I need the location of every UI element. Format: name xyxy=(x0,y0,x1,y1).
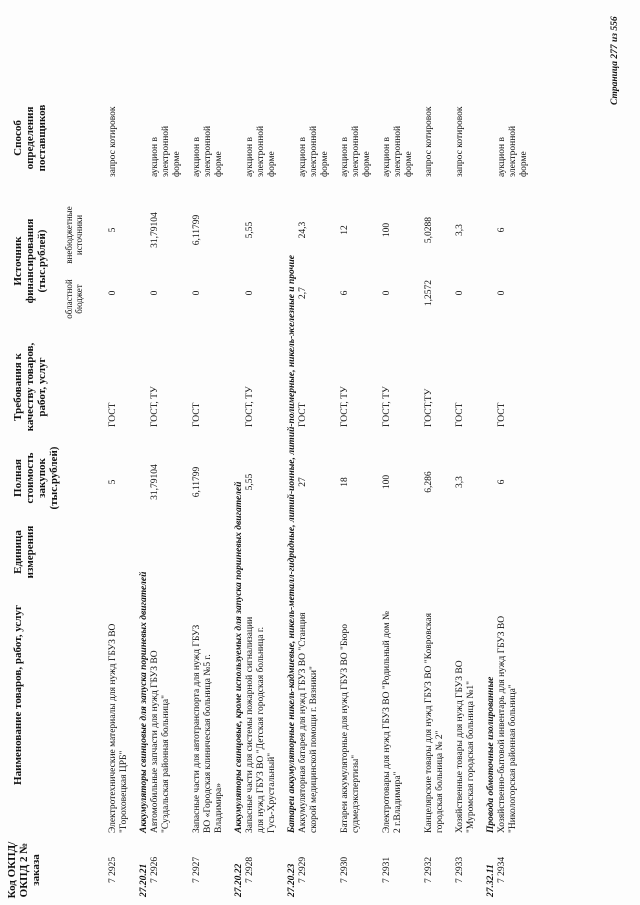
row-name: Батареи аккумуляторные для нужд ГБУЗ ВО "Бюро судмедэкспертизы" xyxy=(340,624,361,833)
row-method: аукцион в электронной форме xyxy=(497,125,529,177)
row-name: Хозяйственно-бытовой инвентарь для нужд ГБУЗ ВО "Никологорская районная больница" xyxy=(497,615,518,833)
row-other-sources: 12 xyxy=(340,225,350,235)
row-other-sources: 31,79104 xyxy=(150,212,160,248)
row-name: Канцелярские товары для нужд ГБУЗ ВО "Ковровская городская больница № 2" xyxy=(424,613,445,833)
row-name: Хозяйственные товары для нужд ГБУЗ ВО "Муромская городская больница №1" xyxy=(455,660,476,833)
row-other-sources: 6,11799 xyxy=(192,214,202,246)
row-requirements: ГОСТ, ТУ xyxy=(382,386,392,427)
row-name: Запасные части для автотранспорта для нужд ГБУЗ ВО «Городская клиническая больница №5 г. Владимира» xyxy=(192,624,224,833)
row-code: 7 2932 xyxy=(424,856,434,883)
row-regional-budget: 0 xyxy=(108,290,118,296)
row-name: Аккумуляторная батарея для нужд ГБУЗ ВО "Станция скорой медицинской помощи г. Вязники" xyxy=(298,612,319,833)
row-regional-budget: 0 xyxy=(382,290,392,296)
section-code: 27.20.23 xyxy=(287,863,297,897)
header-req: Требования к качеству товаров, работ, услуг xyxy=(12,342,48,432)
row-method: аукцион в электронной форме xyxy=(150,125,182,177)
section-title: Аккумуляторы свинцовые для запуска поршневых двигателей xyxy=(139,571,149,833)
row-code: 7 2930 xyxy=(340,856,350,883)
row-name: Электротехнические материалы для нужд ГБУЗ ВО "Гороховецкая ЦРБ" xyxy=(108,623,129,833)
row-requirements: ГОСТ,ТУ xyxy=(424,388,434,427)
header-source-regional: областной бюджет xyxy=(64,279,84,319)
row-requirements: ГОСТ xyxy=(192,402,202,427)
row-cost: 5,55 xyxy=(245,473,255,491)
section-code: 27.20.21 xyxy=(139,863,149,897)
header-code: Код ОКПД/ ОКПД 2 № заказа xyxy=(6,841,42,899)
row-requirements: ГОСТ xyxy=(298,402,308,427)
row-regional-budget: 0 xyxy=(497,290,507,296)
row-regional-budget: 0 xyxy=(245,290,255,296)
row-regional-budget: 0 xyxy=(455,290,465,296)
header-source: Источник финансирования (тыс.рублей) xyxy=(12,218,48,304)
row-requirements: ГОСТ, ТУ xyxy=(245,386,255,427)
row-method: аукцион в электронной форме xyxy=(192,125,224,177)
row-method: аукцион в электронной форме xyxy=(245,125,277,177)
row-method: аукцион в электронной форме xyxy=(382,125,414,177)
page-footer: Страница 277 из 556 xyxy=(610,16,620,105)
row-regional-budget: 1,2572 xyxy=(424,279,434,307)
row-requirements: ГОСТ, ТУ xyxy=(340,386,350,427)
row-cost: 18 xyxy=(340,477,350,487)
row-requirements: ГОСТ xyxy=(455,402,465,427)
row-regional-budget: 6 xyxy=(340,290,350,296)
row-name: Запасные части для системы пожарной сигнализации для нужд ГБУЗ ВО "Детская городская больница г. Гусь-Хрустальный" xyxy=(245,616,277,833)
header-source-other: внебюджетные источники xyxy=(64,206,84,264)
row-other-sources: 5 xyxy=(108,227,118,233)
row-requirements: ГОСТ, ТУ xyxy=(150,386,160,427)
row-regional-budget: 2,7 xyxy=(298,287,308,299)
row-regional-budget: 0 xyxy=(150,290,160,296)
row-method: запрос котировок xyxy=(424,106,434,177)
row-code: 7 2933 xyxy=(455,856,465,883)
row-regional-budget: 0 xyxy=(192,290,202,296)
header-method: Способ определения поставщиков xyxy=(12,104,48,172)
row-cost: 6,286 xyxy=(424,471,434,493)
row-code: 7 2934 xyxy=(497,856,507,883)
row-name: Автомобильные запчасти для нужд ГБУЗ ВО "Суздальская районная больница" xyxy=(150,650,171,833)
row-cost: 3,3 xyxy=(455,476,465,488)
row-code: 7 2927 xyxy=(192,856,202,883)
row-code: 7 2926 xyxy=(150,856,160,883)
row-method: запрос котировок xyxy=(455,106,465,177)
section-code: 27.32.11 xyxy=(486,864,496,897)
row-cost: 31,79104 xyxy=(150,464,160,500)
row-other-sources: 5,55 xyxy=(245,221,255,239)
row-cost: 27 xyxy=(298,477,308,487)
row-code: 7 2931 xyxy=(382,856,392,883)
row-cost: 5 xyxy=(108,479,118,485)
row-method: аукцион в электронной форме xyxy=(340,125,372,177)
row-name: Электротовары для нужд ГБУЗ ВО "Родильный дом № 2 г.Владимира" xyxy=(382,611,403,833)
section-code: 27.20.22 xyxy=(234,863,244,897)
row-cost: 100 xyxy=(382,474,392,490)
row-other-sources: 3,3 xyxy=(455,224,465,236)
row-cost: 6 xyxy=(497,479,507,485)
section-title: Батареи аккумуляторные никель-кадмиевые, никель-металл-гидридные, литий-ионные, литий-полимерные, никель-железные и прочие xyxy=(287,255,297,833)
row-code: 7 2929 xyxy=(298,856,308,883)
section-title: Аккумуляторы свинцовые, кроме используемых для запуска поршневых двигателей xyxy=(234,481,244,833)
header-cost: Полная стоимость закупок (тыс.рублей) xyxy=(12,446,60,510)
row-requirements: ГОСТ xyxy=(497,402,507,427)
row-other-sources: 6 xyxy=(497,227,507,233)
row-cost: 6,11799 xyxy=(192,466,202,498)
row-other-sources: 5,0288 xyxy=(424,216,434,244)
row-other-sources: 24,3 xyxy=(298,221,308,239)
row-method: запрос котировок xyxy=(108,106,118,177)
row-method: аукцион в электронной форме xyxy=(298,125,330,177)
header-name: Наименование товаров, работ, услуг xyxy=(12,605,24,785)
row-code: 7 2925 xyxy=(108,856,118,883)
row-code: 7 2928 xyxy=(245,856,255,883)
section-title: Провода обмоточные изолированные xyxy=(486,676,496,833)
header-unit: Единица измерения xyxy=(12,525,36,579)
row-other-sources: 100 xyxy=(382,222,392,238)
row-requirements: ГОСТ xyxy=(108,402,118,427)
